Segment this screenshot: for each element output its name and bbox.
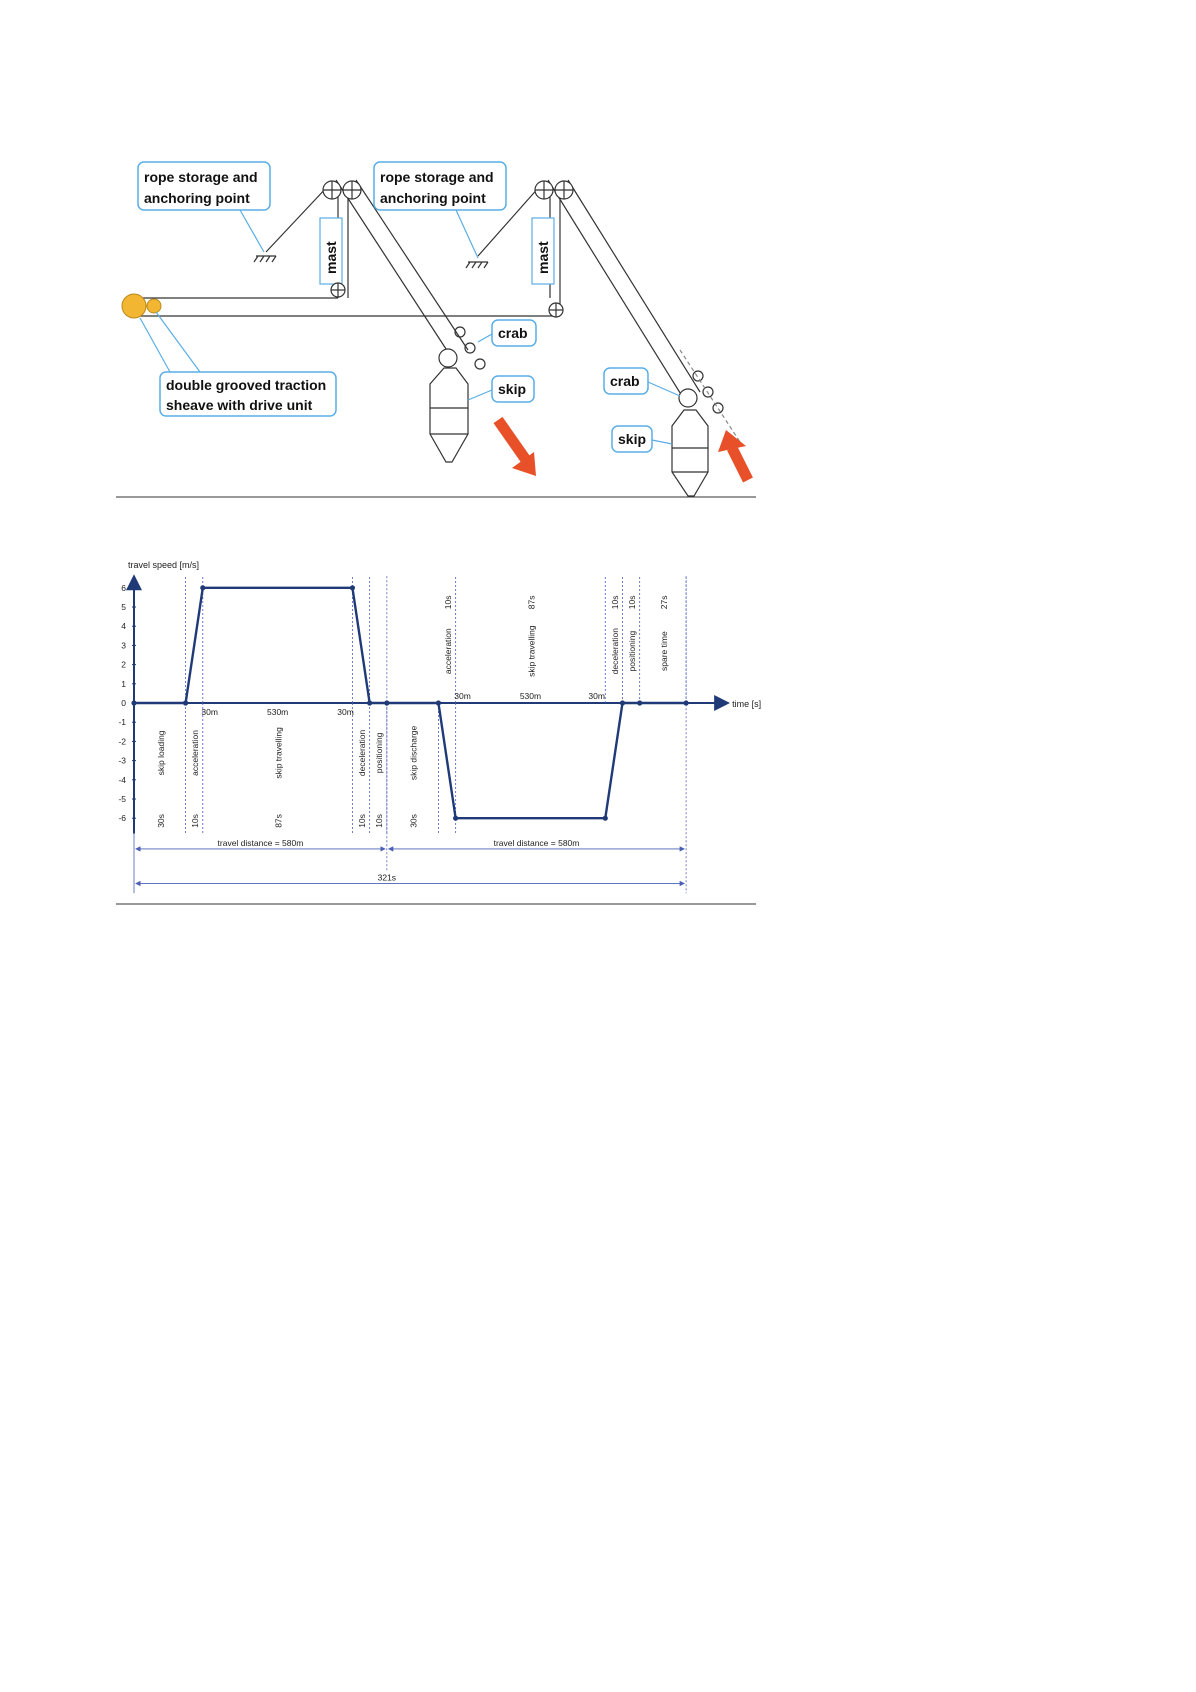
phase-time-label: 10s	[609, 595, 620, 610]
y-tick-label: 2	[121, 659, 126, 670]
y-axis-label: travel speed [m/s]	[128, 559, 200, 570]
phase-time-label: 27s	[658, 595, 669, 610]
phase-name-label: positioning	[374, 732, 385, 774]
x-axis-label: time [s]	[732, 699, 762, 709]
phase-time-label: 10s	[374, 814, 385, 828]
phase-name-label: spare time	[658, 631, 669, 672]
distance-label: 30m	[201, 707, 218, 717]
speed-time-chart	[118, 560, 761, 893]
travel-distance-label: travel distance = 580m	[493, 837, 580, 848]
svg-text:double grooved traction: double grooved traction	[166, 377, 327, 393]
phase-name-label: deceleration	[609, 628, 620, 675]
skip-1	[430, 368, 468, 462]
callout-skip-2	[612, 426, 652, 452]
y-tick-label: 0	[121, 698, 126, 708]
svg-text:crab: crab	[610, 373, 640, 389]
callout-traction-sheave	[160, 372, 336, 416]
svg-text:rope storage and: rope storage and	[380, 169, 494, 185]
data-point	[350, 585, 355, 590]
phase-name-label: skip discharge	[408, 725, 419, 781]
phase-name-label: acceleration	[190, 729, 201, 776]
phase-time-label: 10s	[357, 814, 368, 828]
distance-label: 530m	[266, 707, 289, 717]
svg-text:anchoring point: anchoring point	[380, 190, 486, 206]
data-point	[436, 700, 441, 705]
callout-rope-storage-2	[374, 162, 506, 210]
y-tick-label: 1	[121, 678, 126, 689]
phase-time-label: 10s	[627, 595, 638, 610]
data-point	[183, 700, 188, 705]
svg-text:rope storage and: rope storage and	[144, 169, 258, 185]
svg-text:skip: skip	[498, 381, 527, 397]
y-tick-label: -6	[118, 813, 126, 824]
total-time-label: 321s	[377, 872, 397, 883]
callout-rope-storage-1	[138, 162, 270, 210]
y-tick-label: -5	[118, 794, 126, 804]
skip-2	[672, 410, 708, 496]
data-point	[684, 700, 689, 705]
y-tick-label: 5	[121, 602, 126, 612]
data-point	[131, 700, 136, 705]
data-point	[637, 700, 642, 705]
up-arrow	[718, 430, 748, 480]
svg-text:sheave with drive unit: sheave with drive unit	[166, 397, 313, 413]
phase-name-label: skip travelling	[273, 727, 284, 779]
phase-time-label: 87s	[273, 814, 284, 828]
phase-time-label: 10s	[443, 595, 454, 610]
phase-name-label: positioning	[627, 630, 638, 672]
callout-crab-2	[604, 368, 648, 394]
data-point	[200, 585, 205, 590]
svg-text:crab: crab	[498, 325, 528, 341]
data-point	[620, 700, 625, 705]
travel-distance-label: travel distance = 580m	[217, 837, 304, 848]
svg-text:skip: skip	[618, 431, 647, 447]
y-tick-label: -3	[118, 755, 126, 766]
phase-name-label: skip travelling	[526, 625, 537, 677]
y-tick-label: -4	[118, 774, 126, 785]
y-tick-label: 4	[121, 621, 126, 632]
phase-name-label: acceleration	[443, 628, 454, 675]
mast-label-1: mast	[323, 241, 339, 274]
data-point	[453, 816, 458, 821]
mast-label-2: mast	[535, 241, 551, 274]
callout-crab-1	[492, 320, 536, 346]
phase-time-label: 30s	[408, 814, 419, 828]
data-point	[384, 700, 389, 705]
y-tick-label: -1	[118, 717, 126, 728]
data-point	[367, 700, 372, 705]
y-tick-label: 3	[121, 640, 126, 651]
distance-label: 30m	[337, 707, 354, 717]
callout-skip-1	[492, 376, 534, 402]
y-tick-label: -2	[118, 736, 126, 747]
distance-label: 530m	[519, 691, 542, 701]
phase-time-label: 30s	[155, 814, 166, 828]
phase-name-label: skip loading	[155, 730, 166, 776]
phase-time-label: 10s	[190, 814, 201, 828]
phase-name-label: deceleration	[357, 729, 368, 777]
phase-time-label: 87s	[526, 595, 537, 610]
distance-label: 30m	[454, 691, 471, 701]
down-arrow	[498, 420, 536, 476]
distance-label: 30m	[588, 691, 605, 701]
y-tick-label: 6	[121, 582, 126, 593]
data-point	[603, 816, 608, 821]
svg-text:anchoring point: anchoring point	[144, 190, 250, 206]
